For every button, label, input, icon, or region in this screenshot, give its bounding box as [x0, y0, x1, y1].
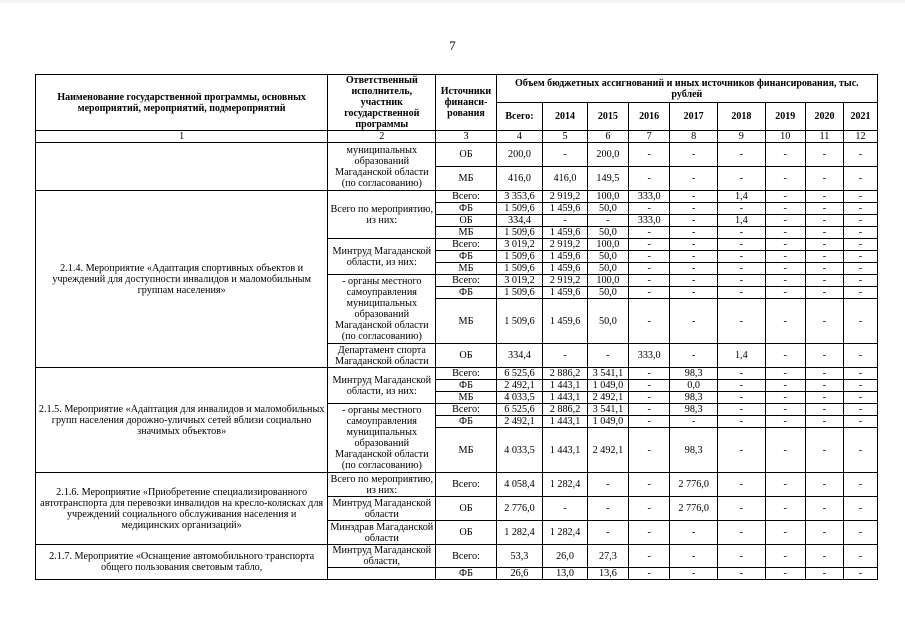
year-value-cell: 98,3 — [670, 368, 718, 380]
total-value-cell: 3 019,2 — [496, 239, 543, 251]
year-value-cell: - — [670, 191, 718, 203]
year-value-cell: 3 541,1 — [587, 368, 628, 380]
header-sources: Источники финанси-рования — [436, 75, 496, 131]
table-row — [36, 473, 878, 497]
year-value-cell: - — [805, 167, 843, 191]
source-cell: Всего: — [436, 239, 496, 251]
year-value-cell: - — [629, 203, 670, 215]
column-number: 9 — [717, 131, 765, 143]
total-value-cell: 1 509,6 — [496, 251, 543, 263]
year-value-cell: - — [844, 239, 878, 251]
year-value-cell: - — [765, 521, 805, 545]
responsible-cell: Департамент спорта Магаданской области — [328, 344, 436, 368]
year-value-cell: - — [844, 215, 878, 227]
year-value-cell: - — [629, 299, 670, 344]
header-year: 2016 — [629, 103, 670, 131]
header-year: 2014 — [543, 103, 587, 131]
year-value-cell: - — [844, 545, 878, 568]
year-value-cell: - — [844, 416, 878, 428]
year-value-cell: - — [844, 251, 878, 263]
year-value-cell: 1 459,6 — [543, 251, 587, 263]
source-cell: МБ — [436, 392, 496, 404]
column-number: 3 — [436, 131, 496, 143]
year-value-cell: - — [844, 392, 878, 404]
year-value-cell: - — [765, 392, 805, 404]
source-cell: Всего: — [436, 368, 496, 380]
year-value-cell: - — [805, 568, 843, 580]
year-value-cell: - — [765, 191, 805, 203]
year-value-cell: 50,0 — [587, 251, 628, 263]
year-value-cell: - — [717, 368, 765, 380]
year-value-cell: - — [765, 215, 805, 227]
source-cell: Всего: — [436, 191, 496, 203]
year-value-cell: 2 492,1 — [587, 428, 628, 473]
year-value-cell: 1 459,6 — [543, 263, 587, 275]
year-value-cell: - — [717, 287, 765, 299]
header-year: 2018 — [717, 103, 765, 131]
year-value-cell: - — [717, 404, 765, 416]
responsible-cell: Всего по мероприятию, из них: — [328, 191, 436, 239]
year-value-cell: - — [844, 287, 878, 299]
year-value-cell: 1 443,1 — [543, 416, 587, 428]
year-value-cell: 0,0 — [670, 380, 718, 392]
year-value-cell: - — [805, 392, 843, 404]
year-value-cell: 13,6 — [587, 568, 628, 580]
year-value-cell: - — [765, 227, 805, 239]
source-cell: ФБ — [436, 568, 496, 580]
year-value-cell: - — [629, 275, 670, 287]
total-value-cell: 2 776,0 — [496, 497, 543, 521]
year-value-cell: 50,0 — [587, 299, 628, 344]
year-value-cell: - — [670, 568, 718, 580]
scan-edge — [0, 0, 905, 3]
year-value-cell: - — [670, 167, 718, 191]
table-row — [36, 368, 878, 380]
activity-name-cell: 2.1.7. Мероприятие «Оснащение автомобильного транспорта общего пользования световым табло, — [36, 545, 328, 580]
year-value-cell: - — [844, 521, 878, 545]
year-value-cell: 1 443,1 — [543, 392, 587, 404]
year-value-cell: - — [629, 380, 670, 392]
year-value-cell: - — [844, 368, 878, 380]
year-value-cell: - — [765, 299, 805, 344]
year-value-cell: 1 282,4 — [543, 473, 587, 497]
total-value-cell: 2 492,1 — [496, 380, 543, 392]
year-value-cell: - — [717, 416, 765, 428]
year-value-cell: 50,0 — [587, 287, 628, 299]
year-value-cell: 1 459,6 — [543, 299, 587, 344]
total-value-cell: 4 033,5 — [496, 392, 543, 404]
responsible-cell: Минздрав Магаданской области — [328, 521, 436, 545]
year-value-cell: 100,0 — [587, 191, 628, 203]
year-value-cell: - — [765, 203, 805, 215]
year-value-cell: - — [765, 239, 805, 251]
year-value-cell: - — [629, 251, 670, 263]
year-value-cell: 1,4 — [717, 344, 765, 368]
budget-table — [35, 74, 878, 580]
year-value-cell: - — [717, 227, 765, 239]
source-cell: Всего: — [436, 545, 496, 568]
year-value-cell: - — [765, 167, 805, 191]
year-value-cell: - — [629, 167, 670, 191]
responsible-cell: муниципальных образований Магаданской области (по согласованию) — [328, 143, 436, 191]
year-value-cell: - — [670, 263, 718, 275]
year-value-cell: - — [805, 191, 843, 203]
year-value-cell: - — [717, 239, 765, 251]
year-value-cell: - — [587, 473, 628, 497]
year-value-cell: - — [587, 344, 628, 368]
year-value-cell: 333,0 — [629, 344, 670, 368]
year-value-cell: 50,0 — [587, 263, 628, 275]
year-value-cell: - — [765, 251, 805, 263]
year-value-cell: - — [805, 497, 843, 521]
year-value-cell: - — [629, 143, 670, 167]
year-value-cell: - — [805, 227, 843, 239]
header-total: Всего: — [496, 103, 543, 131]
year-value-cell: - — [670, 203, 718, 215]
year-value-cell: - — [629, 545, 670, 568]
year-value-cell: - — [670, 416, 718, 428]
year-value-cell: - — [543, 215, 587, 227]
year-value-cell: 27,3 — [587, 545, 628, 568]
year-value-cell: - — [844, 167, 878, 191]
year-value-cell: - — [765, 473, 805, 497]
total-value-cell: 200,0 — [496, 143, 543, 167]
year-value-cell: - — [765, 143, 805, 167]
year-value-cell: - — [717, 275, 765, 287]
year-value-cell: - — [844, 568, 878, 580]
year-value-cell: 1,4 — [717, 215, 765, 227]
responsible-cell: Минтруд Магаданской области, из них: — [328, 239, 436, 275]
total-value-cell: 53,3 — [496, 545, 543, 568]
year-value-cell: - — [844, 227, 878, 239]
column-number: 8 — [670, 131, 718, 143]
column-number: 10 — [765, 131, 805, 143]
year-value-cell: - — [543, 344, 587, 368]
year-value-cell: 2 919,2 — [543, 239, 587, 251]
year-value-cell: - — [805, 521, 843, 545]
year-value-cell: 333,0 — [629, 191, 670, 203]
source-cell: ОБ — [436, 497, 496, 521]
total-value-cell: 4 058,4 — [496, 473, 543, 497]
year-value-cell: - — [629, 404, 670, 416]
source-cell: МБ — [436, 167, 496, 191]
year-value-cell: - — [670, 521, 718, 545]
year-value-cell: 2 886,2 — [543, 404, 587, 416]
year-value-cell: - — [844, 428, 878, 473]
year-value-cell: 1,4 — [717, 191, 765, 203]
year-value-cell: - — [587, 215, 628, 227]
year-value-cell: 50,0 — [587, 227, 628, 239]
year-value-cell: - — [844, 203, 878, 215]
year-value-cell: 98,3 — [670, 392, 718, 404]
year-value-cell: 2 886,2 — [543, 368, 587, 380]
table-row — [36, 143, 878, 167]
year-value-cell: 1 459,6 — [543, 203, 587, 215]
year-value-cell: - — [717, 299, 765, 344]
year-value-cell: 2 919,2 — [543, 191, 587, 203]
year-value-cell: 333,0 — [629, 215, 670, 227]
year-value-cell: 2 776,0 — [670, 473, 718, 497]
year-value-cell: - — [629, 392, 670, 404]
year-value-cell: - — [670, 344, 718, 368]
total-value-cell: 1 282,4 — [496, 521, 543, 545]
year-value-cell: 2 919,2 — [543, 275, 587, 287]
year-value-cell: 200,0 — [587, 143, 628, 167]
responsible-cell: - органы местного самоуправления муниципальных образований Магаданской области (по согласованию) — [328, 275, 436, 344]
year-value-cell: - — [805, 203, 843, 215]
source-cell: Всего: — [436, 473, 496, 497]
activity-name-cell — [36, 143, 328, 191]
year-value-cell: - — [765, 568, 805, 580]
header-name: Наименование государственной программы, основных мероприятий, мероприятий, подмероприятий — [36, 75, 328, 131]
year-value-cell: - — [717, 545, 765, 568]
year-value-cell: 13,0 — [543, 568, 587, 580]
year-value-cell: - — [670, 545, 718, 568]
year-value-cell: - — [805, 251, 843, 263]
table-row — [36, 191, 878, 203]
total-value-cell: 6 525,6 — [496, 368, 543, 380]
year-value-cell: - — [629, 497, 670, 521]
year-value-cell: - — [805, 239, 843, 251]
year-value-cell: - — [717, 167, 765, 191]
year-value-cell: - — [805, 275, 843, 287]
source-cell: ФБ — [436, 203, 496, 215]
year-value-cell: - — [765, 344, 805, 368]
year-value-cell: - — [805, 143, 843, 167]
year-value-cell: - — [717, 203, 765, 215]
year-value-cell: - — [717, 428, 765, 473]
year-value-cell: 100,0 — [587, 239, 628, 251]
total-value-cell: 2 492,1 — [496, 416, 543, 428]
header-year: 2021 — [844, 103, 878, 131]
year-value-cell: - — [543, 143, 587, 167]
year-value-cell: - — [805, 473, 843, 497]
total-value-cell: 334,4 — [496, 215, 543, 227]
year-value-cell: - — [805, 380, 843, 392]
source-cell: МБ — [436, 428, 496, 473]
header-year: 2015 — [587, 103, 628, 131]
column-number: 4 — [496, 131, 543, 143]
year-value-cell: 98,3 — [670, 428, 718, 473]
year-value-cell: 1 443,1 — [543, 380, 587, 392]
year-value-cell: - — [805, 416, 843, 428]
source-cell: ОБ — [436, 215, 496, 227]
activity-name-cell: 2.1.6. Мероприятие «Приобретение специализированного автотранспорта для перевозки инвалидов на кресло-колясках для учреждений социального обслуживания населения и медицинских организаций» — [36, 473, 328, 545]
total-value-cell: 1 509,6 — [496, 287, 543, 299]
year-value-cell: 1 049,0 — [587, 416, 628, 428]
year-value-cell: - — [717, 380, 765, 392]
activity-name-cell: 2.1.5. Мероприятие «Адаптация для инвалидов и маломобильных групп населения дорожно-уличных сетей вблизи социально значимых объектов» — [36, 368, 328, 473]
year-value-cell: 1 459,6 — [543, 227, 587, 239]
total-value-cell: 6 525,6 — [496, 404, 543, 416]
header-volume: Объем бюджетных ассигнований и иных источников финансирования, тыс. рублей — [496, 75, 877, 103]
responsible-cell: Минтруд Магаданской области — [328, 497, 436, 521]
source-cell: ФБ — [436, 380, 496, 392]
year-value-cell: 100,0 — [587, 275, 628, 287]
year-value-cell: - — [670, 227, 718, 239]
column-number: 5 — [543, 131, 587, 143]
year-value-cell: 3 541,1 — [587, 404, 628, 416]
year-value-cell: - — [629, 428, 670, 473]
year-value-cell: 1 282,4 — [543, 521, 587, 545]
total-value-cell: 1 509,6 — [496, 263, 543, 275]
source-cell: МБ — [436, 263, 496, 275]
source-cell: ОБ — [436, 521, 496, 545]
year-value-cell: - — [805, 428, 843, 473]
activity-name-cell: 2.1.4. Мероприятие «Адаптация спортивных объектов и учреждений для доступности инвалидов и маломобильным группам населения» — [36, 191, 328, 368]
year-value-cell: - — [629, 227, 670, 239]
year-value-cell: - — [717, 143, 765, 167]
responsible-cell: Минтруд Магаданской области, из них: — [328, 368, 436, 404]
year-value-cell: - — [587, 521, 628, 545]
year-value-cell: 416,0 — [543, 167, 587, 191]
year-value-cell: - — [629, 368, 670, 380]
year-value-cell: - — [629, 239, 670, 251]
year-value-cell: 149,5 — [587, 167, 628, 191]
source-cell: ФБ — [436, 287, 496, 299]
header-year: 2017 — [670, 103, 718, 131]
header-responsible: Ответственный исполнитель, участник государственной программы — [328, 75, 436, 131]
year-value-cell: - — [844, 404, 878, 416]
column-number: 7 — [629, 131, 670, 143]
total-value-cell: 3 019,2 — [496, 275, 543, 287]
year-value-cell: - — [670, 239, 718, 251]
total-value-cell: 416,0 — [496, 167, 543, 191]
column-numbers-row — [36, 131, 878, 143]
year-value-cell: 1 443,1 — [543, 428, 587, 473]
year-value-cell: - — [670, 251, 718, 263]
year-value-cell: - — [717, 263, 765, 275]
year-value-cell: - — [717, 521, 765, 545]
source-cell: Всего: — [436, 275, 496, 287]
year-value-cell: 2 492,1 — [587, 392, 628, 404]
year-value-cell: - — [844, 275, 878, 287]
year-value-cell: - — [844, 191, 878, 203]
year-value-cell: - — [717, 392, 765, 404]
year-value-cell: - — [844, 263, 878, 275]
total-value-cell: 1 509,6 — [496, 299, 543, 344]
responsible-cell — [328, 568, 436, 580]
year-value-cell: - — [670, 143, 718, 167]
responsible-cell: Всего по мероприятию, из них: — [328, 473, 436, 497]
year-value-cell: 2 776,0 — [670, 497, 718, 521]
source-cell: ФБ — [436, 416, 496, 428]
year-value-cell: - — [629, 568, 670, 580]
column-number: 1 — [36, 131, 328, 143]
year-value-cell: 26,0 — [543, 545, 587, 568]
year-value-cell: - — [844, 497, 878, 521]
total-value-cell: 3 353,6 — [496, 191, 543, 203]
year-value-cell: - — [805, 545, 843, 568]
year-value-cell: - — [629, 416, 670, 428]
year-value-cell: - — [587, 497, 628, 521]
year-value-cell: - — [765, 368, 805, 380]
source-cell: ОБ — [436, 143, 496, 167]
year-value-cell: - — [805, 215, 843, 227]
year-value-cell: - — [844, 344, 878, 368]
year-value-cell: 1 049,0 — [587, 380, 628, 392]
year-value-cell: - — [805, 368, 843, 380]
column-number: 2 — [328, 131, 436, 143]
source-cell: ФБ — [436, 251, 496, 263]
year-value-cell: - — [629, 287, 670, 299]
source-cell: МБ — [436, 227, 496, 239]
table-row — [36, 545, 878, 568]
total-value-cell: 4 033,5 — [496, 428, 543, 473]
page-number: 7 — [449, 38, 456, 53]
year-value-cell: - — [765, 263, 805, 275]
year-value-cell: - — [765, 545, 805, 568]
year-value-cell: - — [670, 287, 718, 299]
year-value-cell: - — [670, 299, 718, 344]
source-cell: МБ — [436, 299, 496, 344]
year-value-cell: 50,0 — [587, 203, 628, 215]
column-number: 6 — [587, 131, 628, 143]
year-value-cell: - — [543, 497, 587, 521]
year-value-cell: - — [844, 473, 878, 497]
year-value-cell: - — [844, 143, 878, 167]
year-value-cell: - — [765, 380, 805, 392]
year-value-cell: - — [765, 404, 805, 416]
year-value-cell: - — [805, 344, 843, 368]
total-value-cell: 26,6 — [496, 568, 543, 580]
year-value-cell: - — [805, 299, 843, 344]
year-value-cell: - — [717, 251, 765, 263]
year-value-cell: - — [717, 473, 765, 497]
year-value-cell: - — [765, 275, 805, 287]
total-value-cell: 1 509,6 — [496, 227, 543, 239]
source-cell: ОБ — [436, 344, 496, 368]
source-cell: Всего: — [436, 404, 496, 416]
year-value-cell: - — [629, 473, 670, 497]
year-value-cell: - — [629, 263, 670, 275]
year-value-cell: - — [805, 404, 843, 416]
year-value-cell: - — [670, 215, 718, 227]
year-value-cell: - — [717, 497, 765, 521]
year-value-cell: 1 459,6 — [543, 287, 587, 299]
year-value-cell: - — [765, 428, 805, 473]
year-value-cell: - — [844, 380, 878, 392]
year-value-cell: - — [765, 416, 805, 428]
year-value-cell: - — [629, 521, 670, 545]
responsible-cell: - органы местного самоуправления муниципальных образований Магаданской области (по согласованию) — [328, 404, 436, 473]
year-value-cell: - — [805, 287, 843, 299]
year-value-cell: - — [805, 263, 843, 275]
responsible-cell: Минтруд Магаданской области, — [328, 545, 436, 568]
header-year: 2019 — [765, 103, 805, 131]
column-number: 12 — [844, 131, 878, 143]
column-number: 11 — [805, 131, 843, 143]
total-value-cell: 1 509,6 — [496, 203, 543, 215]
year-value-cell: - — [717, 568, 765, 580]
year-value-cell: - — [670, 275, 718, 287]
total-value-cell: 334,4 — [496, 344, 543, 368]
year-value-cell: 98,3 — [670, 404, 718, 416]
year-value-cell: - — [765, 497, 805, 521]
year-value-cell: - — [765, 287, 805, 299]
header-year: 2020 — [805, 103, 843, 131]
year-value-cell: - — [844, 299, 878, 344]
